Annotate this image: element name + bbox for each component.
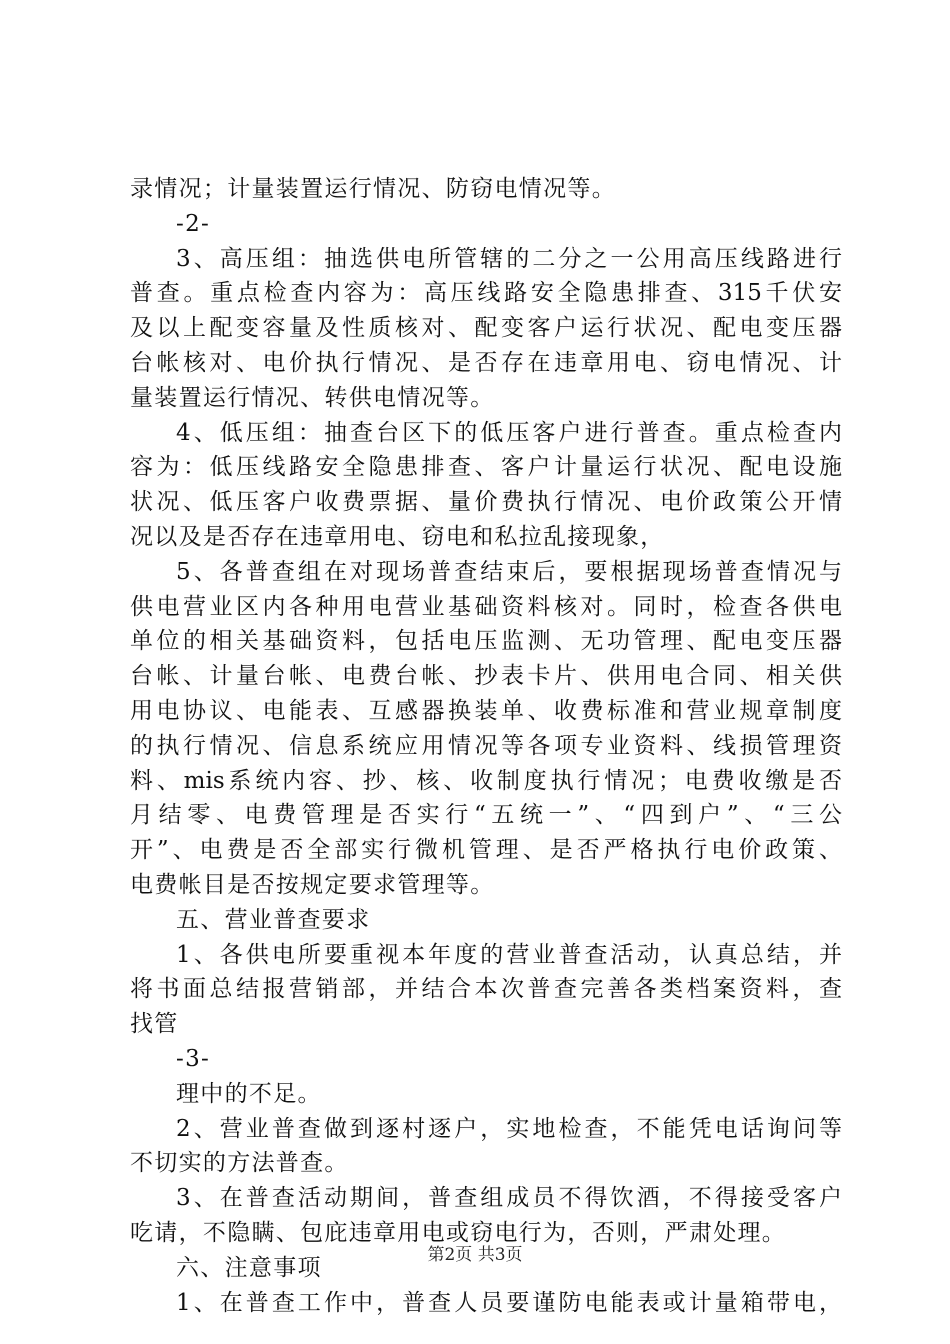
inline-page-number: -3- — [176, 1045, 211, 1072]
document-body — [130, 172, 842, 1320]
text-line: 六、注意事项 — [176, 1254, 322, 1281]
text-line: 3、在普查活动期间，普查组成员不得饮酒，不得接受客户 — [176, 1185, 842, 1212]
text-line: 月结零、电费管理是否实行“五统一”、“四到户”、“三公 — [130, 802, 842, 829]
text-line: 4、低压组：抽查台区下的低压客户进行普查。重点检查内 — [176, 419, 842, 446]
text-line: 2、营业普查做到逐村逐户，实地检查，不能凭电话询问等 — [176, 1115, 842, 1142]
text-line: 不切实的方法普查。 — [130, 1150, 349, 1177]
text-line: 五、营业普查要求 — [176, 906, 371, 933]
text-line: 料、mis系统内容、抄、核、收制度执行情况；电费收缴是否 — [130, 767, 842, 794]
text-line: 用电协议、电能表、互感器换装单、收费标准和营业规章制度 — [130, 697, 842, 724]
text-line: 状况、低压客户收费票据、量价费执行情况、电价政策公开情 — [130, 489, 842, 516]
text-line: 况以及是否存在违章用电、窃电和私拉乱接现象， — [130, 523, 665, 550]
text-line: 吃请，不隐瞒、包庇违章用电或窃电行为，否则，严肃处理。 — [130, 1219, 787, 1246]
text-line: 单位的相关基础资料，包括电压监测、无功管理、配电变压器 — [130, 628, 842, 655]
text-line: 录情况；计量装置运行情况、防窃电情况等。 — [130, 176, 616, 202]
text-line: 容为：低压线路安全隐患排查、客户计量运行状况、配电设施 — [130, 454, 842, 481]
text-line: 1、在普查工作中，普查人员要谨防电能表或计量箱带电， — [176, 1289, 842, 1316]
text-line: 电费帐目是否按规定要求管理等。 — [130, 871, 495, 898]
text-line: 台帐核对、电价执行情况、是否存在违章用电、窃电情况、计 — [130, 349, 842, 376]
text-line: 台帐、计量台帐、电费台帐、抄表卡片、供用电合同、相关供 — [130, 663, 842, 690]
text-line: 1、各供电所要重视本年度的营业普查活动，认真总结，并 — [176, 941, 842, 968]
page-footer: 第2页 共3页 — [427, 1245, 523, 1265]
text-line: 量装置运行情况、转供电情况等。 — [130, 384, 495, 411]
text-line: 理中的不足。 — [176, 1080, 322, 1107]
text-line: 3、高压组：抽选供电所管辖的二分之一公用高压线路进行 — [176, 245, 842, 272]
text-line: 5、各普查组在对现场普查结束后，要根据现场普查情况与 — [176, 558, 842, 585]
text-line: 开”、电费是否全部实行微机管理、是否严格执行电价政策、 — [130, 837, 842, 864]
text-line: 及以上配变容量及性质核对、配变客户运行状况、配电变压器 — [130, 315, 842, 342]
text-line: 供电营业区内各种用电营业基础资料核对。同时，检查各供电 — [130, 593, 842, 620]
text-line: 找管 — [130, 1011, 179, 1038]
text-line: 的执行情况、信息系统应用情况等各项专业资料、线损管理资 — [130, 732, 842, 759]
inline-page-number: -2- — [176, 210, 211, 237]
text-line: 普查。重点检查内容为：高压线路安全隐患排查、315千伏安 — [130, 280, 842, 307]
text-line: 将书面总结报营销部，并结合本次普查完善各类档案资料，查 — [130, 976, 842, 1003]
